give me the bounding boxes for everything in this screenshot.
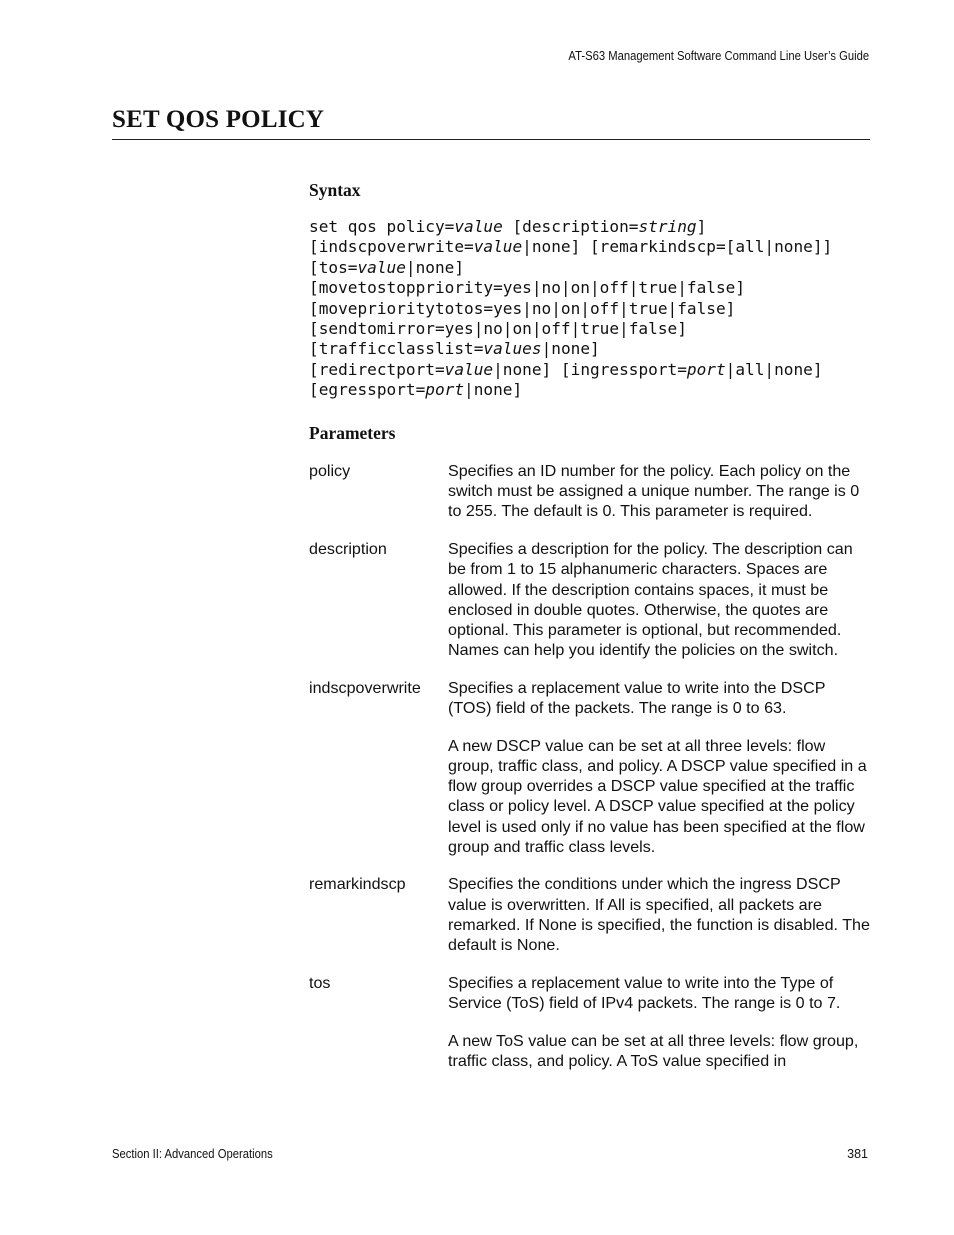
parameter-row bbox=[309, 678, 871, 857]
syntax-placeholder: value bbox=[454, 217, 503, 236]
syntax-literal: set qos policy= bbox=[309, 217, 455, 236]
syntax-line bbox=[309, 380, 522, 399]
syntax-line bbox=[309, 278, 745, 297]
syntax-literal: [egressport= bbox=[309, 380, 426, 400]
title-rule bbox=[112, 139, 870, 140]
parameter-description bbox=[448, 678, 871, 857]
parameter-name: policy bbox=[309, 462, 351, 480]
syntax-placeholder: port bbox=[686, 359, 726, 379]
parameter-paragraph: Specifies a replacement value to write into the Type of Service (ToS) field of IPv4 packets. The range is 0 to 7. bbox=[448, 973, 841, 1012]
syntax-literal: |none] bbox=[541, 339, 600, 359]
syntax-literal: [description= bbox=[502, 217, 639, 236]
syntax-literal: [sendtomirror=yes|no|on|off|true|false] bbox=[309, 319, 687, 339]
syntax-literal: [moveprioritytotos=yes|no|on|off|true|false] bbox=[309, 298, 736, 318]
parameter-description bbox=[448, 973, 871, 1071]
parameter-description bbox=[448, 461, 871, 522]
parameter-row bbox=[309, 973, 871, 1071]
parameters-list bbox=[309, 461, 871, 1089]
parameter-paragraph: Specifies an ID number for the policy. Each policy on the switch must be assigned a unique number. The range is 0 to 255. The default is 0. This parameter is required. bbox=[448, 462, 860, 521]
parameter-paragraph: Specifies a replacement value to write into the DSCP (TOS) field of the packets. The range is 0 to 63. bbox=[448, 678, 826, 718]
syntax-line bbox=[309, 339, 600, 358]
parameter-paragraph: A new DSCP value can be set at all three levels: flow group, traffic class, and policy. A DSCP value specified in a flow group overrides a DSCP value specified at the traffic class or policy level. A DSCP value specified at the policy level is used only if no value has been specified at the flow group and traffic class levels. bbox=[448, 736, 867, 856]
parameter-description bbox=[448, 874, 871, 955]
syntax-placeholder: value bbox=[473, 237, 523, 257]
running-header: AT-S63 Management Software Command Line User’s Guide bbox=[568, 49, 869, 63]
syntax-literal: |none] [remarkindscp=[all|none]] bbox=[522, 237, 833, 257]
syntax-literal: [trafficclasslist= bbox=[309, 339, 484, 359]
syntax-literal: [redirectport= bbox=[309, 359, 445, 379]
syntax-line bbox=[309, 319, 687, 338]
parameter-name: remarkindscp bbox=[309, 875, 406, 894]
syntax-literal: [tos= bbox=[309, 257, 358, 277]
page-title: SET QOS POLICY bbox=[112, 106, 325, 133]
parameter-row bbox=[309, 461, 871, 522]
parameter-name: tos bbox=[309, 973, 331, 992]
syntax-placeholder: port bbox=[425, 380, 465, 400]
parameters-heading: Parameters bbox=[309, 423, 396, 443]
syntax-literal: |none] bbox=[405, 257, 465, 277]
syntax-placeholder: value bbox=[357, 257, 406, 277]
syntax-literal: [indscpoverwrite= bbox=[309, 237, 474, 257]
syntax-literal: [movetostoppriority=yes|no|on|off|true|false] bbox=[309, 278, 746, 298]
syntax-line bbox=[309, 217, 706, 236]
footer-section: Section II: Advanced Operations bbox=[112, 1147, 273, 1161]
parameter-row bbox=[309, 874, 871, 955]
syntax-placeholder: value bbox=[444, 359, 494, 379]
parameter-name: description bbox=[309, 540, 387, 559]
syntax-literal: ] bbox=[696, 217, 707, 236]
parameter-row bbox=[309, 539, 871, 660]
syntax-literal: |none] bbox=[464, 380, 523, 400]
parameter-paragraph: Specifies a description for the policy. The description can be from 1 to 15 alphanumeric characters. Spaces are allowed. If the description contains spaces, it must be enclosed in double quotes. Otherwise, the quotes are optional. This parameter is optional, but recommended. Names can help you identify the policies on the switch. bbox=[448, 540, 853, 660]
parameter-paragraph: A new ToS value can be set at all three levels: flow group, traffic class, and policy. A ToS value specified in bbox=[448, 1031, 859, 1070]
syntax-literal: |none] [ingressport= bbox=[493, 359, 687, 379]
parameter-paragraph: Specifies the conditions under which the ingress DSCP value is overwritten. If All is specified, all packets are remarked. If None is specified, the function is disabled. The default is None. bbox=[448, 875, 870, 955]
syntax-line bbox=[309, 360, 823, 379]
syntax-placeholder: string bbox=[638, 217, 697, 236]
syntax-line bbox=[309, 299, 735, 318]
syntax-line bbox=[309, 258, 464, 277]
syntax-line bbox=[309, 237, 832, 256]
parameter-description bbox=[448, 539, 871, 660]
page-number: 381 bbox=[847, 1147, 868, 1161]
syntax-block bbox=[309, 217, 832, 401]
parameter-name: indscpoverwrite bbox=[309, 678, 421, 697]
syntax-placeholder: values bbox=[483, 339, 542, 359]
syntax-heading: Syntax bbox=[309, 180, 361, 200]
syntax-literal: |all|none] bbox=[725, 359, 823, 379]
